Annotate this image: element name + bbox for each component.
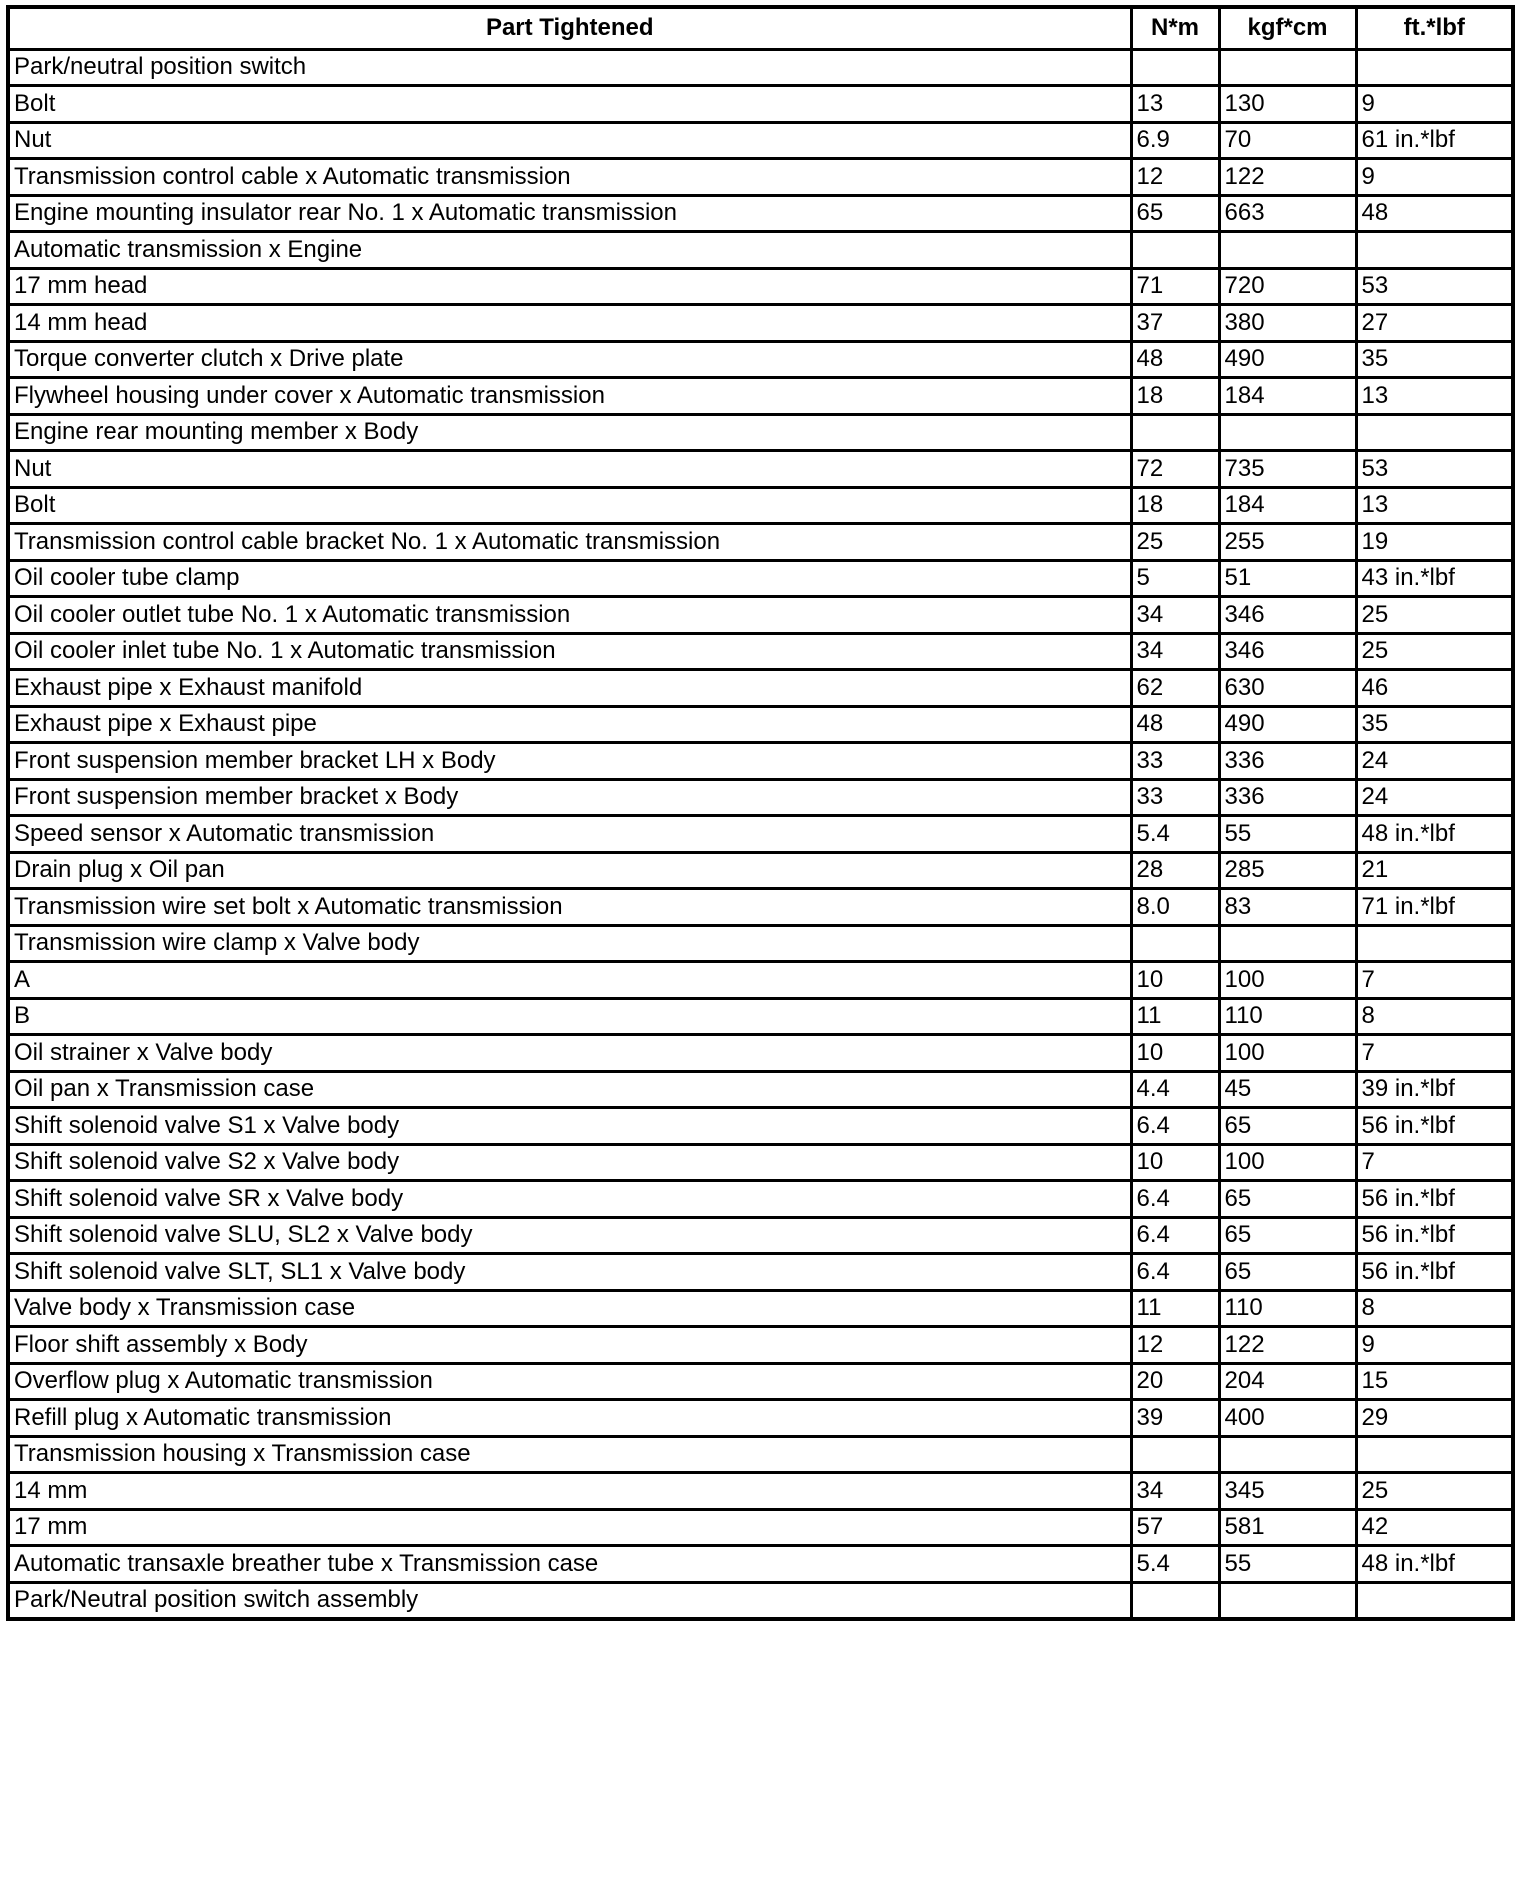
cell-kgf-cm: 100	[1219, 1144, 1356, 1181]
cell-kgf-cm: 336	[1219, 743, 1356, 780]
cell-part: Transmission control cable x Automatic transmission	[8, 159, 1131, 196]
table-row	[8, 195, 1513, 232]
cell-nm: 12	[1131, 159, 1219, 196]
cell-part: Overflow plug x Automatic transmission	[8, 1363, 1131, 1400]
cell-kgf-cm: 55	[1219, 1546, 1356, 1583]
cell-nm: 11	[1131, 998, 1219, 1035]
cell-ft-lbf	[1356, 414, 1513, 451]
cell-part: Flywheel housing under cover x Automatic transmission	[8, 378, 1131, 415]
header-part-tightened: Part Tightened	[8, 7, 1131, 49]
cell-part: Park/Neutral position switch assembly	[8, 1582, 1131, 1619]
cell-part: 14 mm head	[8, 305, 1131, 342]
table-row	[8, 1254, 1513, 1291]
cell-kgf-cm: 55	[1219, 816, 1356, 853]
cell-nm: 11	[1131, 1290, 1219, 1327]
cell-part: Park/neutral position switch	[8, 49, 1131, 86]
cell-ft-lbf: 71 in.*lbf	[1356, 889, 1513, 926]
table-row	[8, 852, 1513, 889]
cell-part: Transmission control cable bracket No. 1 x Automatic transmission	[8, 524, 1131, 561]
cell-nm: 13	[1131, 86, 1219, 123]
cell-part: Oil strainer x Valve body	[8, 1035, 1131, 1072]
cell-kgf-cm: 65	[1219, 1108, 1356, 1145]
table-row	[8, 816, 1513, 853]
cell-ft-lbf: 25	[1356, 633, 1513, 670]
table-row	[8, 889, 1513, 926]
cell-ft-lbf	[1356, 232, 1513, 269]
cell-kgf-cm: 130	[1219, 86, 1356, 123]
cell-nm	[1131, 925, 1219, 962]
cell-kgf-cm: 100	[1219, 962, 1356, 999]
cell-nm: 5.4	[1131, 1546, 1219, 1583]
cell-kgf-cm: 380	[1219, 305, 1356, 342]
cell-part: Oil pan x Transmission case	[8, 1071, 1131, 1108]
table-row	[8, 925, 1513, 962]
cell-ft-lbf: 8	[1356, 998, 1513, 1035]
cell-part: Valve body x Transmission case	[8, 1290, 1131, 1327]
cell-nm: 62	[1131, 670, 1219, 707]
cell-part: Transmission housing x Transmission case	[8, 1436, 1131, 1473]
cell-ft-lbf: 25	[1356, 597, 1513, 634]
cell-part: Exhaust pipe x Exhaust pipe	[8, 706, 1131, 743]
table-row	[8, 560, 1513, 597]
cell-kgf-cm: 100	[1219, 1035, 1356, 1072]
table-row	[8, 706, 1513, 743]
cell-nm: 33	[1131, 743, 1219, 780]
cell-ft-lbf: 19	[1356, 524, 1513, 561]
cell-part: Shift solenoid valve SLT, SL1 x Valve body	[8, 1254, 1131, 1291]
cell-nm: 10	[1131, 1144, 1219, 1181]
cell-nm: 25	[1131, 524, 1219, 561]
cell-ft-lbf: 35	[1356, 706, 1513, 743]
table-row	[8, 305, 1513, 342]
cell-ft-lbf: 7	[1356, 962, 1513, 999]
cell-ft-lbf: 46	[1356, 670, 1513, 707]
cell-ft-lbf: 24	[1356, 779, 1513, 816]
cell-kgf-cm: 184	[1219, 487, 1356, 524]
cell-part: Shift solenoid valve S2 x Valve body	[8, 1144, 1131, 1181]
cell-ft-lbf: 35	[1356, 341, 1513, 378]
cell-kgf-cm	[1219, 414, 1356, 451]
cell-kgf-cm: 720	[1219, 268, 1356, 305]
table-row	[8, 1035, 1513, 1072]
header-row	[8, 7, 1513, 49]
cell-part: B	[8, 998, 1131, 1035]
cell-part: Exhaust pipe x Exhaust manifold	[8, 670, 1131, 707]
header-newton-meter: N*m	[1131, 7, 1219, 49]
cell-part: 14 mm	[8, 1473, 1131, 1510]
cell-part: Shift solenoid valve SR x Valve body	[8, 1181, 1131, 1218]
table-row	[8, 633, 1513, 670]
table-row	[8, 1327, 1513, 1364]
cell-nm: 48	[1131, 341, 1219, 378]
cell-kgf-cm: 663	[1219, 195, 1356, 232]
table-row	[8, 998, 1513, 1035]
table-row	[8, 670, 1513, 707]
table-row	[8, 1363, 1513, 1400]
cell-ft-lbf: 13	[1356, 487, 1513, 524]
cell-ft-lbf	[1356, 925, 1513, 962]
table-row	[8, 268, 1513, 305]
table-row	[8, 1108, 1513, 1145]
cell-kgf-cm: 204	[1219, 1363, 1356, 1400]
cell-part: Transmission wire set bolt x Automatic transmission	[8, 889, 1131, 926]
cell-nm: 8.0	[1131, 889, 1219, 926]
cell-nm: 5.4	[1131, 816, 1219, 853]
table-row	[8, 341, 1513, 378]
cell-nm: 6.9	[1131, 122, 1219, 159]
cell-kgf-cm: 490	[1219, 341, 1356, 378]
cell-kgf-cm: 336	[1219, 779, 1356, 816]
cell-kgf-cm: 110	[1219, 998, 1356, 1035]
cell-part: Automatic transaxle breather tube x Transmission case	[8, 1546, 1131, 1583]
cell-kgf-cm: 83	[1219, 889, 1356, 926]
cell-kgf-cm: 735	[1219, 451, 1356, 488]
header-kgf-cm: kgf*cm	[1219, 7, 1356, 49]
cell-part: Engine rear mounting member x Body	[8, 414, 1131, 451]
table-body	[8, 49, 1513, 1619]
table-row	[8, 378, 1513, 415]
cell-ft-lbf: 39 in.*lbf	[1356, 1071, 1513, 1108]
cell-ft-lbf	[1356, 1582, 1513, 1619]
cell-nm	[1131, 232, 1219, 269]
cell-kgf-cm: 490	[1219, 706, 1356, 743]
cell-nm: 39	[1131, 1400, 1219, 1437]
cell-ft-lbf	[1356, 49, 1513, 86]
cell-nm: 33	[1131, 779, 1219, 816]
cell-nm: 10	[1131, 1035, 1219, 1072]
cell-part: Transmission wire clamp x Valve body	[8, 925, 1131, 962]
table-row	[8, 1071, 1513, 1108]
table-row	[8, 487, 1513, 524]
table-row	[8, 414, 1513, 451]
cell-part: Nut	[8, 122, 1131, 159]
cell-nm: 18	[1131, 378, 1219, 415]
table-row	[8, 49, 1513, 86]
table-row	[8, 524, 1513, 561]
cell-nm: 72	[1131, 451, 1219, 488]
cell-ft-lbf: 43 in.*lbf	[1356, 560, 1513, 597]
cell-ft-lbf: 7	[1356, 1144, 1513, 1181]
cell-ft-lbf	[1356, 1436, 1513, 1473]
table-row	[8, 1582, 1513, 1619]
table-row	[8, 1509, 1513, 1546]
cell-part: Front suspension member bracket LH x Body	[8, 743, 1131, 780]
cell-kgf-cm: 346	[1219, 597, 1356, 634]
cell-ft-lbf: 27	[1356, 305, 1513, 342]
cell-part: Shift solenoid valve SLU, SL2 x Valve body	[8, 1217, 1131, 1254]
cell-nm: 4.4	[1131, 1071, 1219, 1108]
cell-kgf-cm: 345	[1219, 1473, 1356, 1510]
cell-part: Automatic transmission x Engine	[8, 232, 1131, 269]
cell-kgf-cm: 65	[1219, 1254, 1356, 1291]
cell-part: A	[8, 962, 1131, 999]
cell-ft-lbf: 9	[1356, 86, 1513, 123]
table-row	[8, 1290, 1513, 1327]
cell-ft-lbf: 48 in.*lbf	[1356, 816, 1513, 853]
cell-ft-lbf: 29	[1356, 1400, 1513, 1437]
cell-nm: 10	[1131, 962, 1219, 999]
cell-nm: 37	[1131, 305, 1219, 342]
cell-ft-lbf: 8	[1356, 1290, 1513, 1327]
cell-kgf-cm: 51	[1219, 560, 1356, 597]
table-row	[8, 232, 1513, 269]
cell-part: Oil cooler outlet tube No. 1 x Automatic transmission	[8, 597, 1131, 634]
table-row	[8, 1436, 1513, 1473]
cell-kgf-cm: 184	[1219, 378, 1356, 415]
cell-nm	[1131, 414, 1219, 451]
cell-part: Oil cooler inlet tube No. 1 x Automatic transmission	[8, 633, 1131, 670]
cell-ft-lbf: 21	[1356, 852, 1513, 889]
cell-nm: 6.4	[1131, 1181, 1219, 1218]
cell-kgf-cm: 346	[1219, 633, 1356, 670]
cell-nm: 34	[1131, 633, 1219, 670]
cell-ft-lbf: 48	[1356, 195, 1513, 232]
cell-nm: 5	[1131, 560, 1219, 597]
cell-kgf-cm: 285	[1219, 852, 1356, 889]
table-row	[8, 779, 1513, 816]
table-row	[8, 1546, 1513, 1583]
cell-ft-lbf: 7	[1356, 1035, 1513, 1072]
table-row	[8, 159, 1513, 196]
cell-kgf-cm: 65	[1219, 1217, 1356, 1254]
cell-ft-lbf: 53	[1356, 451, 1513, 488]
cell-ft-lbf: 56 in.*lbf	[1356, 1217, 1513, 1254]
cell-ft-lbf: 56 in.*lbf	[1356, 1108, 1513, 1145]
cell-part: Bolt	[8, 487, 1131, 524]
cell-ft-lbf: 25	[1356, 1473, 1513, 1510]
cell-part: 17 mm head	[8, 268, 1131, 305]
cell-kgf-cm: 122	[1219, 1327, 1356, 1364]
cell-kgf-cm: 630	[1219, 670, 1356, 707]
cell-nm: 6.4	[1131, 1254, 1219, 1291]
cell-ft-lbf: 9	[1356, 159, 1513, 196]
cell-nm: 34	[1131, 1473, 1219, 1510]
cell-ft-lbf: 15	[1356, 1363, 1513, 1400]
table-row	[8, 1217, 1513, 1254]
cell-kgf-cm	[1219, 1436, 1356, 1473]
cell-nm: 71	[1131, 268, 1219, 305]
header-ft-lbf: ft.*lbf	[1356, 7, 1513, 49]
table-row	[8, 743, 1513, 780]
cell-nm: 28	[1131, 852, 1219, 889]
cell-ft-lbf: 53	[1356, 268, 1513, 305]
cell-part: Refill plug x Automatic transmission	[8, 1400, 1131, 1437]
cell-kgf-cm: 45	[1219, 1071, 1356, 1108]
cell-kgf-cm	[1219, 925, 1356, 962]
cell-ft-lbf: 61 in.*lbf	[1356, 122, 1513, 159]
cell-kgf-cm: 255	[1219, 524, 1356, 561]
cell-part: Speed sensor x Automatic transmission	[8, 816, 1131, 853]
torque-spec-table	[6, 5, 1515, 1621]
cell-kgf-cm	[1219, 49, 1356, 86]
cell-ft-lbf: 13	[1356, 378, 1513, 415]
cell-part: Shift solenoid valve S1 x Valve body	[8, 1108, 1131, 1145]
cell-nm: 12	[1131, 1327, 1219, 1364]
cell-part: Torque converter clutch x Drive plate	[8, 341, 1131, 378]
cell-part: Bolt	[8, 86, 1131, 123]
cell-nm: 34	[1131, 597, 1219, 634]
table-row	[8, 1473, 1513, 1510]
table-row	[8, 1144, 1513, 1181]
cell-nm: 6.4	[1131, 1217, 1219, 1254]
cell-nm	[1131, 1436, 1219, 1473]
cell-part: Engine mounting insulator rear No. 1 x Automatic transmission	[8, 195, 1131, 232]
cell-nm	[1131, 1582, 1219, 1619]
table-row	[8, 1181, 1513, 1218]
cell-ft-lbf: 9	[1356, 1327, 1513, 1364]
table-row	[8, 451, 1513, 488]
cell-part: Nut	[8, 451, 1131, 488]
cell-nm	[1131, 49, 1219, 86]
cell-part: Drain plug x Oil pan	[8, 852, 1131, 889]
cell-nm: 65	[1131, 195, 1219, 232]
cell-nm: 20	[1131, 1363, 1219, 1400]
cell-nm: 57	[1131, 1509, 1219, 1546]
cell-kgf-cm	[1219, 232, 1356, 269]
cell-nm: 18	[1131, 487, 1219, 524]
cell-ft-lbf: 48 in.*lbf	[1356, 1546, 1513, 1583]
table-row	[8, 122, 1513, 159]
cell-part: Front suspension member bracket x Body	[8, 779, 1131, 816]
cell-kgf-cm: 581	[1219, 1509, 1356, 1546]
cell-ft-lbf: 24	[1356, 743, 1513, 780]
cell-kgf-cm: 122	[1219, 159, 1356, 196]
cell-kgf-cm	[1219, 1582, 1356, 1619]
table-row	[8, 86, 1513, 123]
cell-kgf-cm: 70	[1219, 122, 1356, 159]
cell-kgf-cm: 110	[1219, 1290, 1356, 1327]
table-row	[8, 1400, 1513, 1437]
cell-part: 17 mm	[8, 1509, 1131, 1546]
cell-ft-lbf: 56 in.*lbf	[1356, 1254, 1513, 1291]
table-row	[8, 597, 1513, 634]
cell-part: Oil cooler tube clamp	[8, 560, 1131, 597]
cell-ft-lbf: 42	[1356, 1509, 1513, 1546]
cell-kgf-cm: 65	[1219, 1181, 1356, 1218]
table-row	[8, 962, 1513, 999]
cell-kgf-cm: 400	[1219, 1400, 1356, 1437]
cell-part: Floor shift assembly x Body	[8, 1327, 1131, 1364]
cell-ft-lbf: 56 in.*lbf	[1356, 1181, 1513, 1218]
cell-nm: 48	[1131, 706, 1219, 743]
cell-nm: 6.4	[1131, 1108, 1219, 1145]
